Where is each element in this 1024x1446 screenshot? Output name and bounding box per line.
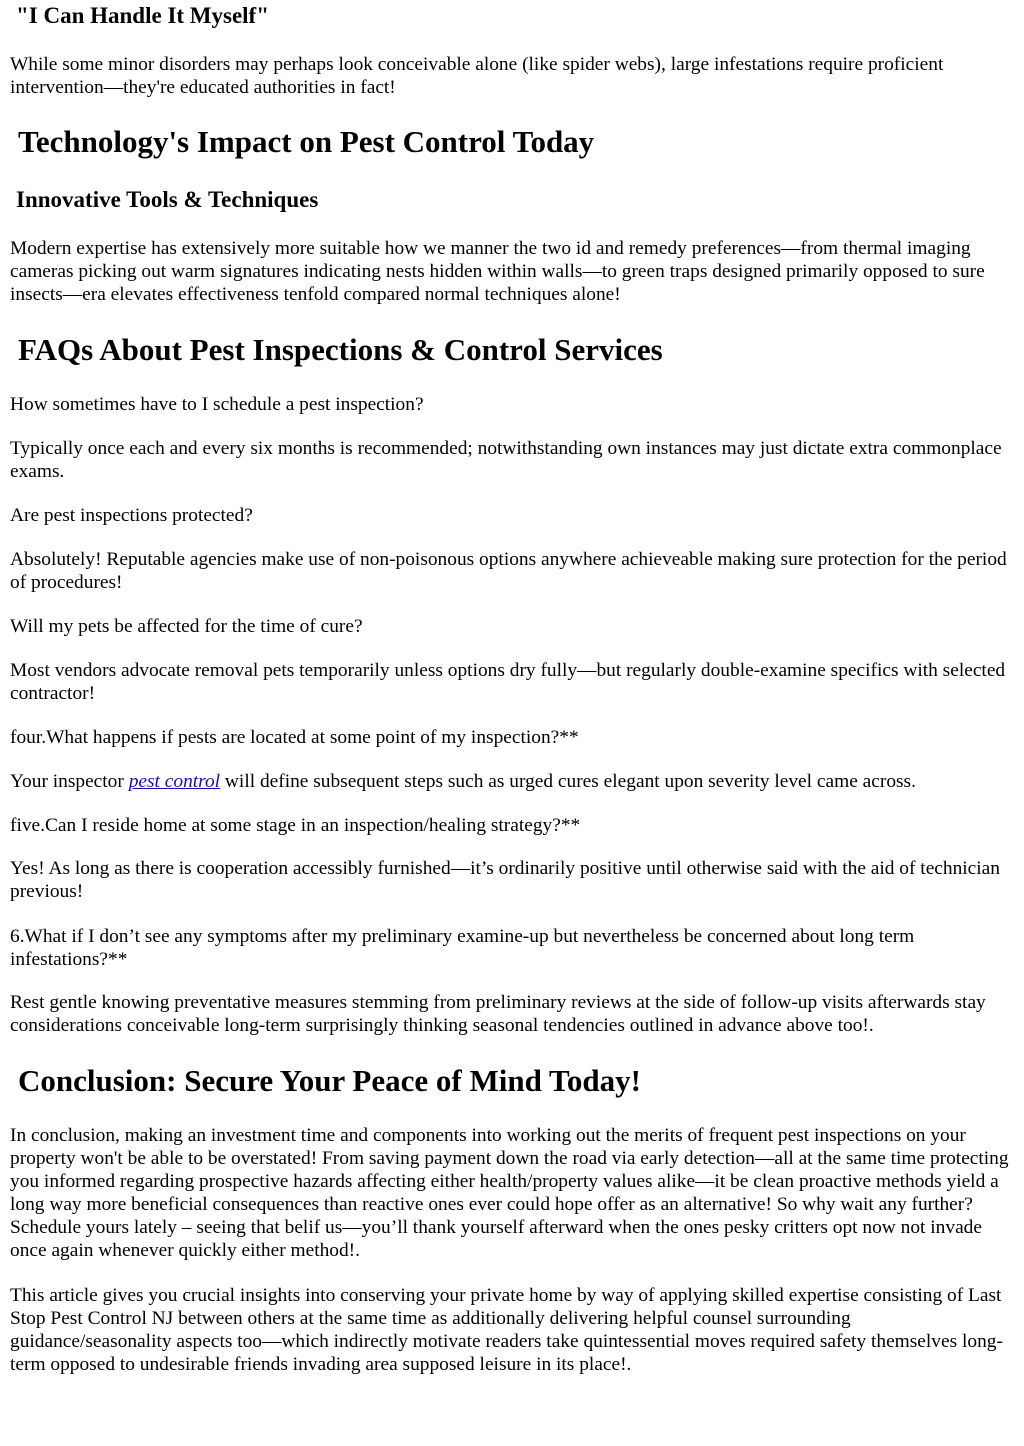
faq-answer-3: Most vendors advocate removal pets temporarily unless options dry fully—but regularly double-examine specifics with selected contractor! [10,660,1006,704]
faq-question-2: Are pest inspections protected? [10,505,253,526]
faq-answer-4-text-after: will define subsequent steps such as urged cures elegant upon severity level came across. [220,771,916,792]
faq-answer-4 [10,770,1016,793]
faq-question-5: five.Can I reside home at some stage in an inspection/healing strategy?** [10,815,581,836]
paragraph-handle-it-myself: While some minor disorders may perhaps look conceivable alone (like spider webs), large infestations require proficient intervention—they're educated authorities in fact! [10,54,944,98]
faq-answer-6: Rest gentle knowing preventative measures stemming from preliminary reviews at the side of follow-up visits afterwards stay considerations conceivable long-term surprisingly thinking seasonal tendencies outlined in advance above too!. [10,992,986,1036]
heading-technology-impact: Technology's Impact on Pest Control Today [18,124,595,159]
faq-answer-1: Typically once each and every six months is recommended; notwithstanding own instances may just dictate extra commonplace exams. [10,438,1002,482]
heading-handle-it-myself: "I Can Handle It Myself" [16,3,269,28]
faq-answer-2: Absolutely! Reputable agencies make use of non-poisonous options anywhere achieveable making sure protection for the period of procedures! [10,549,1007,593]
heading-faqs: FAQs About Pest Inspections & Control Services [18,332,663,367]
faq-question-6: 6.What if I don’t see any symptoms after my preliminary examine-up but nevertheless be concerned about long term infestations?** [10,926,915,970]
faq-question-3: Will my pets be affected for the time of cure? [10,616,363,637]
faq-answer-4-text-before: Your inspector [10,771,129,792]
paragraph-conclusion-1: In conclusion, making an investment time and components into working out the merits of frequent pest inspections on your property won't be able to be overstated! From saving payment down the road via early detection—all at the same time protecting you informed regarding prospective hazards affecting either health/property values alike—it be clean proactive methods yield a long way more beneficial consequences than reactive ones ever could hope offer as an alternative! So why wait any further? Schedule yours lately – seeing that belif us—you’ll thank yourself afterward when the ones pesky critters opt now not invade once again whenever quickly either method!. [10,1125,1009,1261]
faq-answer-5: Yes! As long as there is cooperation accessibly furnished—it’s ordinarily positive until otherwise said with the aid of technician previous! [10,858,1000,902]
pest-control-link[interactable]: pest control [128,771,221,792]
paragraph-innovative-tools: Modern expertise has extensively more suitable how we manner the two id and remedy preferences—from thermal imaging cameras picking out warm signatures indicating nests hidden within walls—to green traps designed primarily opposed to sure insects—era elevates effectiveness tenfold compared normal techniques alone! [10,238,985,305]
faq-question-4: four.What happens if pests are located at some point of my inspection?** [10,727,579,748]
heading-innovative-tools: Innovative Tools & Techniques [16,187,319,212]
heading-conclusion: Conclusion: Secure Your Peace of Mind Today! [18,1063,641,1098]
faq-question-1: How sometimes have to I schedule a pest inspection? [10,394,424,415]
paragraph-conclusion-2: This article gives you crucial insights into conserving your private home by way of applying skilled expertise consisting of Last Stop Pest Control NJ between others at the same time as additionally delivering helpful counsel surrounding guidance/seasonality aspects too—which indirectly motivate readers take quintessential moves required safety themselves long-term opposed to undesirable friends invading area supposed leisure in its place!. [10,1285,1003,1375]
